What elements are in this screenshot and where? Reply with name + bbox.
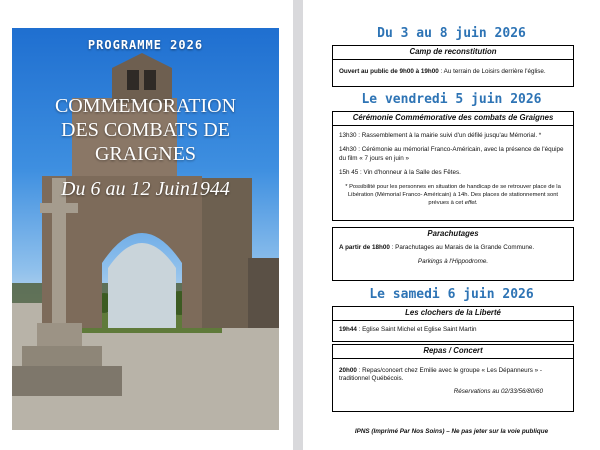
heading-friday-5: Le vendredi 5 juin 2026 [361, 92, 542, 107]
ceremonie-time: 15h 45 [339, 169, 359, 177]
ceremonie-text: : Cérémonie au mémorial Franco-Américain, avec la présence de l'équipe du film « 7 jours en juin » [339, 146, 564, 162]
footer-ipns: IPNS (Imprimé Par Nos Soins) – Ne pas jeter sur la voie publique [354, 428, 549, 435]
poster-dates: Du 6 au 12 Juin1944 [61, 178, 230, 200]
parachutages-text: : Parachutages au Marais de la Grande Commune. [389, 243, 535, 251]
poster-title [12, 94, 279, 166]
ceremonie-time: 13h30 [339, 131, 357, 139]
clochers-time: 19h44 [339, 325, 357, 333]
box-camp [332, 45, 574, 87]
clochers-line [333, 326, 573, 335]
ceremonie-note-end: effet. [464, 199, 478, 206]
repas-title: Repas / Concert [333, 345, 573, 359]
left-page [0, 0, 293, 450]
clochers-text: : Eglise Saint Michel et Eglise Saint Martin [356, 325, 477, 333]
repas-reservations: Réservations au 02/33/56/80/60 [453, 387, 543, 395]
poster-photo [12, 28, 279, 430]
parachutages-parking: Parkings à l'Hippodrome. [417, 258, 489, 266]
box-ceremonie [332, 111, 574, 221]
camp-text: : Au terrain de Loisirs derrière l'église. [438, 67, 546, 75]
programme-label: PROGRAMME 2026 [87, 38, 204, 52]
ceremonie-note [333, 183, 573, 207]
memorial-photo-illustration [12, 28, 279, 430]
repas-time: 20h00 [339, 366, 357, 374]
ceremonie-item [333, 169, 573, 178]
box-parachutages [332, 227, 574, 281]
box-clochers [332, 306, 574, 342]
ceremonie-title: Cérémonie Commémorative des combats de Graignes [333, 112, 573, 126]
camp-time: Ouvert au public de 9h00 à 19h00 [339, 67, 439, 75]
heading-june-3-8: Du 3 au 8 juin 2026 [377, 26, 526, 41]
box-repas [332, 344, 574, 412]
ceremonie-text: : Vin d'honneur à la Salle des Fêtes. [358, 169, 461, 177]
ceremonie-time: 14h30 [339, 146, 357, 154]
parachutages-line [333, 244, 573, 253]
camp-title: Camp de reconstitution [333, 46, 573, 60]
camp-line [333, 68, 573, 77]
poster-title-line-1: COMMEMORATION [54, 95, 237, 117]
poster-title-line-2: DES COMBATS DE [61, 119, 230, 141]
parachutages-time: A partir de 18h00 [339, 243, 390, 251]
parachutages-title: Parachutages [427, 229, 479, 238]
ceremonie-item [333, 146, 573, 163]
poster-title-line-3: GRAIGNES [94, 143, 197, 165]
right-page [303, 0, 600, 450]
heading-saturday-6: Le samedi 6 juin 2026 [369, 287, 534, 302]
repas-text: : Repas/concert chez Emilie avec le groupe « Les Dépanneurs » - traditionnel Québécois. [339, 366, 543, 383]
ceremonie-note-main: * Possibilité pour les personnes en situation de handicap de se retrouver place de la Libération (Mémorial Franco- Américain) à 14h. Des places de stationnement sont prévues à cet [345, 183, 561, 206]
ceremonie-text: : Rassemblement à la mairie suivi d'un défilé jusqu'au Mémorial. * [356, 131, 542, 139]
ceremonie-item [333, 132, 573, 141]
clochers-title: Les clochers de la Liberté [333, 307, 573, 321]
repas-line [333, 367, 573, 384]
